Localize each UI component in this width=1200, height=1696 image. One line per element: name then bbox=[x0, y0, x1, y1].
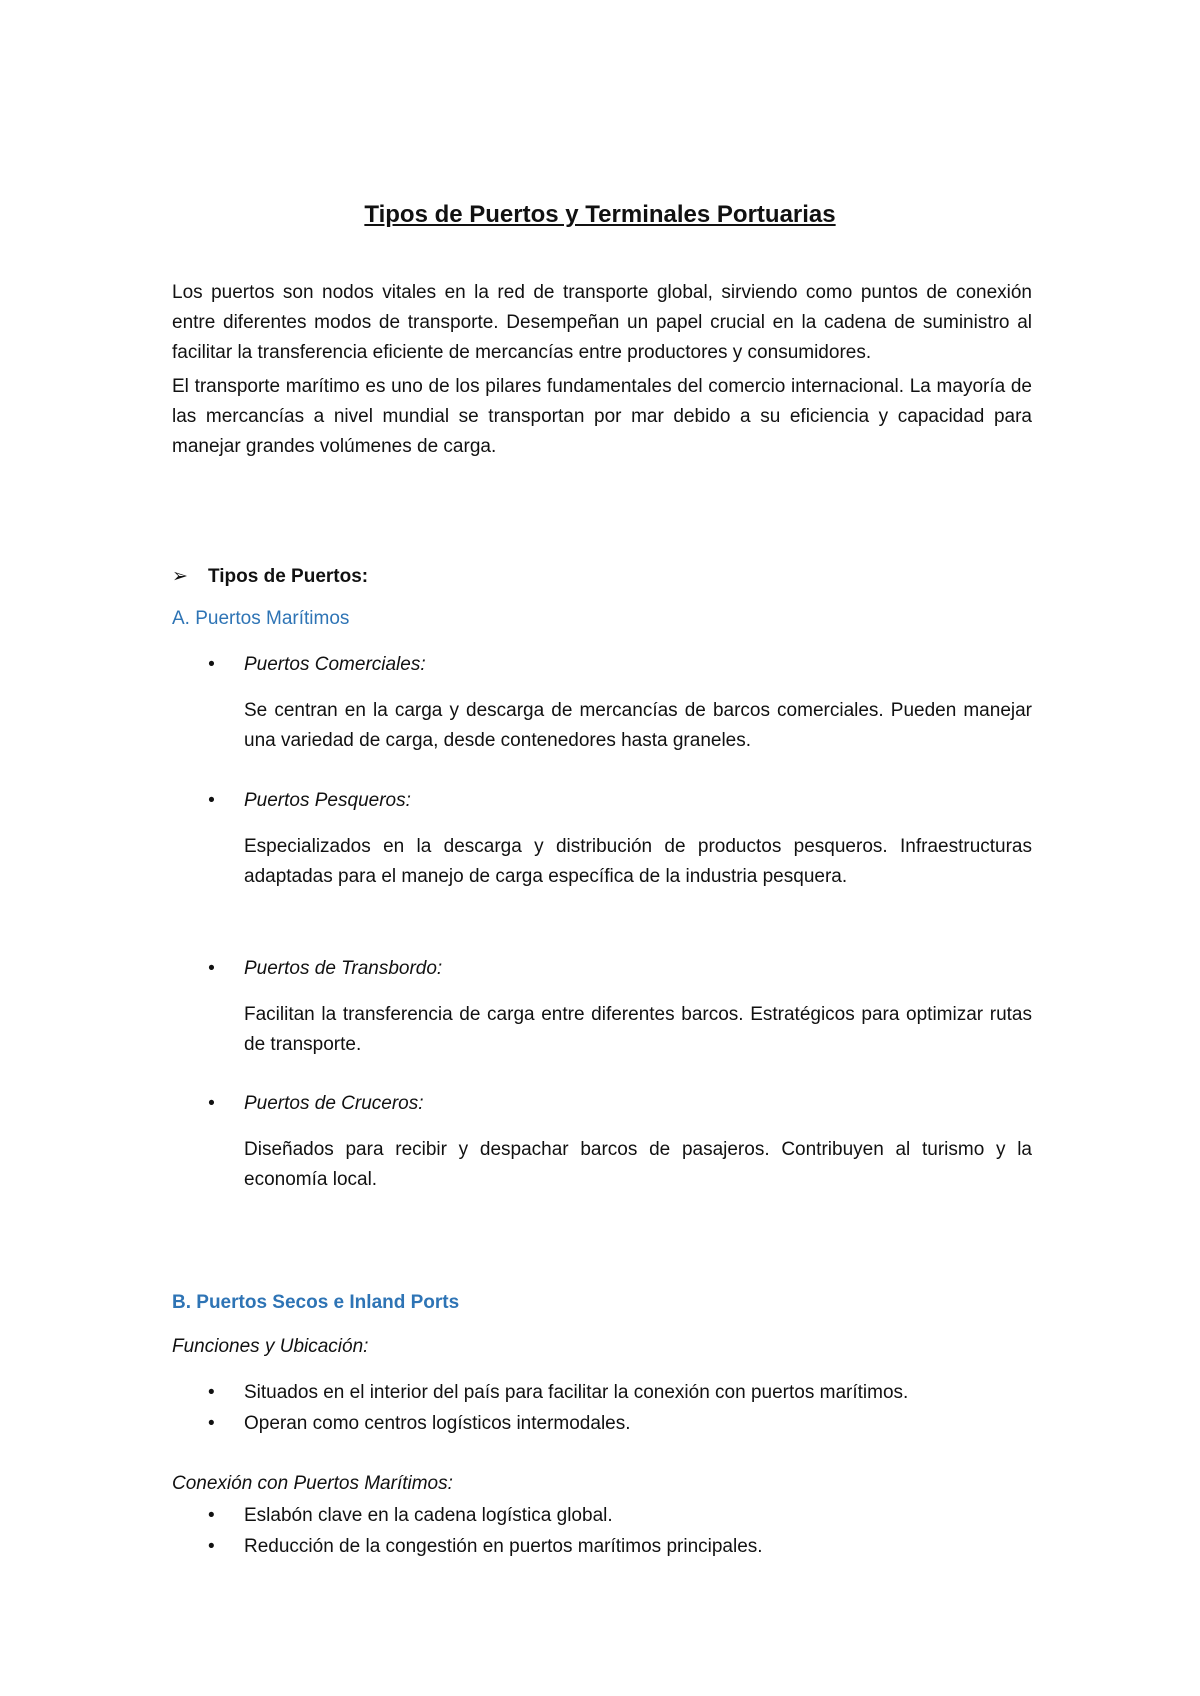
intro-paragraph-1: Los puertos son nodos vitales en la red de transporte global, sirviendo como puntos de conexión entre diferentes modos de transporte. Desempeñan un papel crucial en la cadena de suministro al facilitar la transferencia eficiente de mercancías entre productores y consumidores. bbox=[172, 282, 1032, 363]
list-item-description: Diseñados para recibir y despachar barcos de pasajeros. Contribuyen al turismo y la economía local. bbox=[244, 1139, 1032, 1190]
list-item-description: Se centran en la carga y descarga de mercancías de barcos comerciales. Pueden manejar una variedad de carga, desde contenedores hasta graneles. bbox=[244, 700, 1032, 751]
arrow-bullet-icon: ➢ bbox=[172, 566, 188, 587]
bullet-icon: • bbox=[208, 1505, 215, 1526]
intro-paragraph-2: El transporte marítimo es uno de los pilares fundamentales del comercio internacional. La mayoría de las mercancías a nivel mundial se transportan por mar debido a su eficiencia y capacidad para manejar grandes volúmenes de carga. bbox=[172, 376, 1032, 457]
bullet-icon: • bbox=[208, 1536, 215, 1557]
list-item-title: • Puertos Comerciales: bbox=[208, 652, 390, 678]
bullet-icon: • bbox=[208, 1413, 215, 1434]
document-title: Tipos de Puertos y Terminales Portuarias bbox=[364, 201, 836, 228]
list-item: • Reducción de la congestión en puertos marítimos principales. bbox=[208, 1534, 727, 1560]
list-item-title: • Puertos de Transbordo: bbox=[208, 956, 406, 982]
section-b-title: B. Puertos Secos e Inland Ports bbox=[172, 1292, 460, 1313]
connection-title: Conexión con Puertos Marítimos: bbox=[172, 1473, 453, 1494]
section-a-title: A. Puertos Marítimos bbox=[172, 608, 350, 629]
bullet-icon: • bbox=[208, 654, 215, 675]
types-heading bbox=[172, 564, 368, 590]
functions-title: Funciones y Ubicación: bbox=[172, 1336, 369, 1357]
list-item-title: • Puertos de Cruceros: bbox=[208, 1091, 388, 1117]
bullet-icon: • bbox=[208, 1093, 215, 1114]
types-heading-label: Tipos de Puertos: bbox=[208, 566, 369, 587]
bullet-icon: • bbox=[208, 790, 215, 811]
list-item-description: Facilitan la transferencia de carga entre diferentes barcos. Estratégicos para optimizar rutas de transporte. bbox=[244, 1004, 1032, 1055]
list-item-title: • Puertos Pesqueros: bbox=[208, 788, 375, 814]
list-item-description: Especializados en la descarga y distribución de productos pesqueros. Infraestructuras adaptadas para el manejo de carga específica de la industria pesquera. bbox=[244, 836, 1032, 887]
bullet-icon: • bbox=[208, 1382, 215, 1403]
bullet-icon: • bbox=[208, 958, 215, 979]
list-item: • Operan como centros logísticos intermodales. bbox=[208, 1411, 595, 1437]
list-item: • Eslabón clave en la cadena logística global. bbox=[208, 1503, 577, 1529]
list-item: • Situados en el interior del país para facilitar la conexión con puertos marítimos. bbox=[208, 1380, 872, 1406]
